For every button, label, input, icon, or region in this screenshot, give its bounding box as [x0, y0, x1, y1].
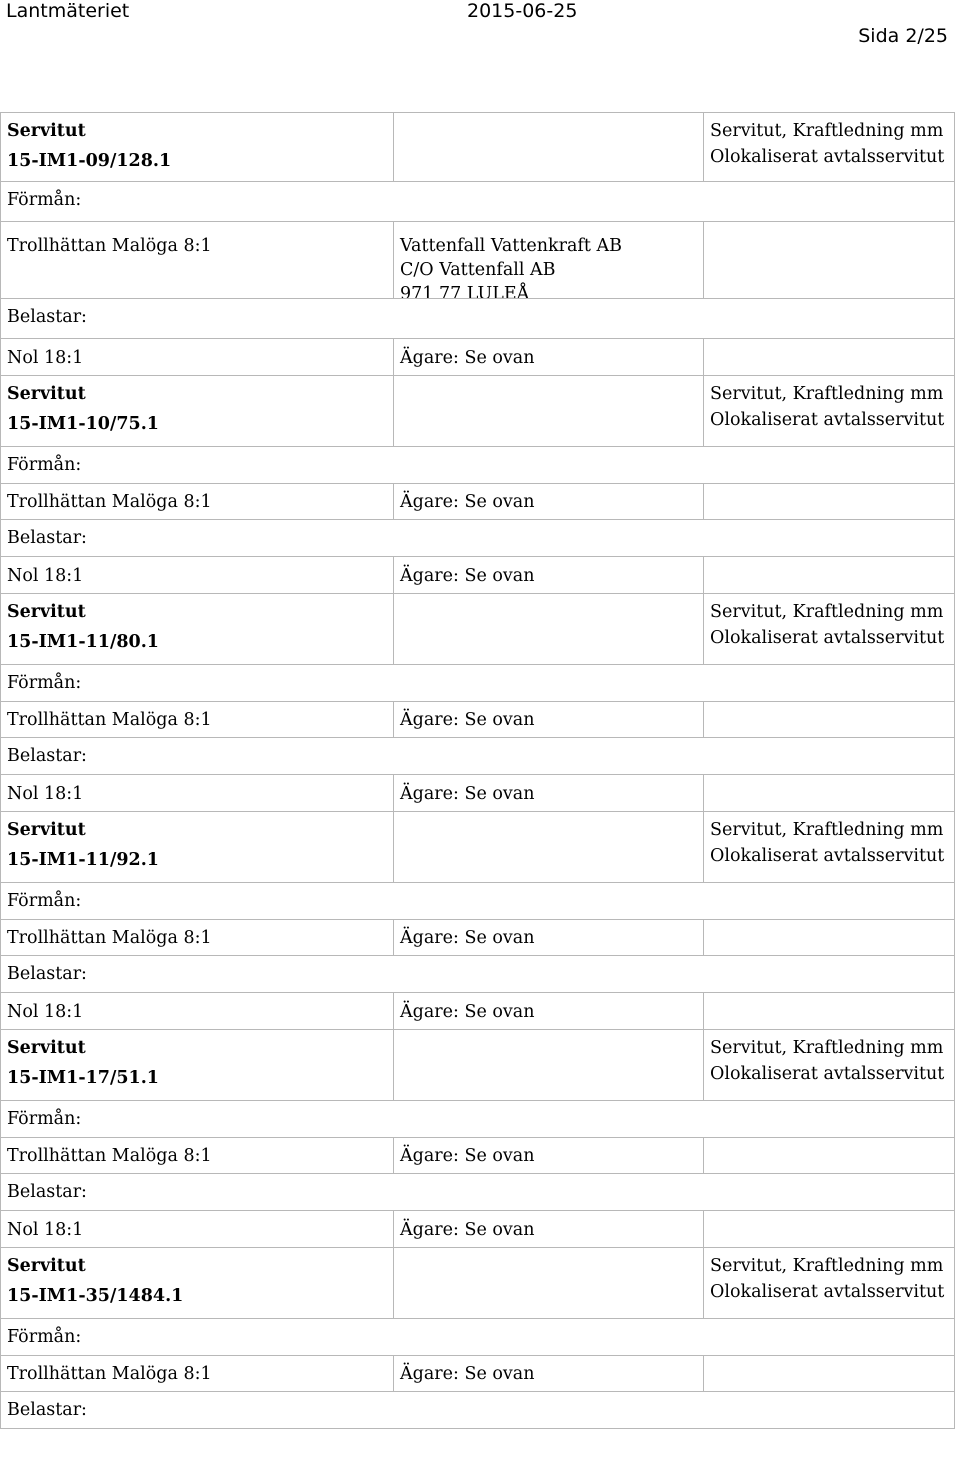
record-id: 15-IM1-10/75.1: [7, 414, 159, 434]
forman-owner: Ägare: Se ovan: [393, 1137, 704, 1174]
header-organization: Lantmäteriet: [6, 0, 130, 22]
forman-label: Förmån:: [0, 446, 955, 484]
record-id: 15-IM1-11/80.1: [7, 632, 159, 652]
servitut-record: [1, 376, 955, 594]
forman-owner-cell: [393, 221, 704, 299]
record-id-cell: [0, 593, 394, 665]
forman-property: Trollhättan Malöga 8:1: [0, 701, 394, 738]
forman-owner-line: C/O Vattenfall AB: [400, 260, 556, 280]
belastar-empty-cell: [703, 774, 955, 812]
belastar-label: Belastar:: [0, 737, 955, 775]
record-category-cell: [703, 112, 955, 182]
forman-empty-cell: [703, 1137, 955, 1174]
servitut-record: [1, 113, 955, 376]
record-subtype: Olokaliserat avtalsservitut: [710, 1064, 945, 1084]
belastar-empty-cell: [703, 338, 955, 376]
forman-label: Förmån:: [0, 664, 955, 702]
forman-owner: Ägare: Se ovan: [393, 1355, 704, 1392]
forman-empty-cell: [703, 483, 955, 520]
record-category: Servitut, Kraftledning mm: [710, 1038, 944, 1058]
record-category-cell: [703, 811, 955, 883]
forman-property: Trollhättan Malöga 8:1: [0, 483, 394, 520]
forman-property: Trollhättan Malöga 8:1: [0, 1137, 394, 1174]
belastar-owner: Ägare: Se ovan: [393, 1210, 704, 1248]
record-id-cell: [0, 112, 394, 182]
record-subtype: Olokaliserat avtalsservitut: [710, 410, 945, 430]
record-type: Servitut: [7, 820, 86, 840]
forman-property: Trollhättan Malöga 8:1: [0, 919, 394, 956]
forman-empty-cell: [703, 701, 955, 738]
record-category-cell: [703, 1029, 955, 1101]
record-category: Servitut, Kraftledning mm: [710, 384, 944, 404]
belastar-empty-cell: [703, 1210, 955, 1248]
record-type: Servitut: [7, 1038, 86, 1058]
record-category: Servitut, Kraftledning mm: [710, 1256, 944, 1276]
belastar-owner: Ägare: Se ovan: [393, 992, 704, 1030]
record-id-cell: [0, 1029, 394, 1101]
record-category-cell: [703, 375, 955, 447]
servitut-record: [1, 812, 955, 1030]
record-empty-cell: [393, 593, 704, 665]
forman-empty-cell: [703, 221, 955, 299]
record-category: Servitut, Kraftledning mm: [710, 602, 944, 622]
belastar-empty-cell: [703, 556, 955, 594]
belastar-property: Nol 18:1: [0, 338, 394, 376]
forman-owner: Ägare: Se ovan: [393, 919, 704, 956]
servitut-table: [1, 113, 955, 1429]
belastar-owner: Ägare: Se ovan: [393, 774, 704, 812]
forman-owner-line: 971 77 LULEÅ: [400, 284, 530, 299]
forman-empty-cell: [703, 919, 955, 956]
servitut-record: [1, 594, 955, 812]
record-category: Servitut, Kraftledning mm: [710, 121, 944, 141]
belastar-owner: Ägare: Se ovan: [393, 338, 704, 376]
record-subtype: Olokaliserat avtalsservitut: [710, 147, 945, 167]
belastar-label: Belastar:: [0, 298, 955, 339]
belastar-property: Nol 18:1: [0, 1210, 394, 1248]
belastar-label: Belastar:: [0, 955, 955, 993]
record-type: Servitut: [7, 121, 86, 141]
belastar-label: Belastar:: [0, 1173, 955, 1211]
belastar-owner: Ägare: Se ovan: [393, 556, 704, 594]
forman-label: Förmån:: [0, 1318, 955, 1356]
record-subtype: Olokaliserat avtalsservitut: [710, 1282, 945, 1302]
record-subtype: Olokaliserat avtalsservitut: [710, 846, 945, 866]
forman-property: Trollhättan Malöga 8:1: [0, 1355, 394, 1392]
record-empty-cell: [393, 1247, 704, 1319]
record-id-cell: [0, 811, 394, 883]
record-type: Servitut: [7, 384, 86, 404]
record-category-cell: [703, 1247, 955, 1319]
record-id-cell: [0, 1247, 394, 1319]
forman-property: Trollhättan Malöga 8:1: [0, 221, 394, 299]
belastar-empty-cell: [703, 992, 955, 1030]
forman-label: Förmån:: [0, 882, 955, 920]
record-id: 15-IM1-11/92.1: [7, 850, 159, 870]
forman-owner: Ägare: Se ovan: [393, 483, 704, 520]
record-empty-cell: [393, 112, 704, 182]
record-id: 15-IM1-09/128.1: [7, 151, 172, 171]
record-empty-cell: [393, 1029, 704, 1101]
servitut-record: [1, 1248, 955, 1429]
record-id: 15-IM1-35/1484.1: [7, 1286, 184, 1306]
forman-owner-line: Vattenfall Vattenkraft AB: [400, 236, 622, 256]
record-id: 15-IM1-17/51.1: [7, 1068, 159, 1088]
record-category-cell: [703, 593, 955, 665]
header-date: 2015-06-25: [467, 0, 578, 22]
record-id-cell: [0, 375, 394, 447]
forman-owner: Ägare: Se ovan: [393, 701, 704, 738]
belastar-property: Nol 18:1: [0, 774, 394, 812]
record-type: Servitut: [7, 602, 86, 622]
record-type: Servitut: [7, 1256, 86, 1276]
belastar-label: Belastar:: [0, 519, 955, 557]
belastar-property: Nol 18:1: [0, 556, 394, 594]
record-subtype: Olokaliserat avtalsservitut: [710, 628, 945, 648]
record-category: Servitut, Kraftledning mm: [710, 820, 944, 840]
record-empty-cell: [393, 811, 704, 883]
forman-empty-cell: [703, 1355, 955, 1392]
forman-label: Förmån:: [0, 181, 955, 222]
page-number: Sida 2/25: [858, 25, 948, 47]
forman-label: Förmån:: [0, 1100, 955, 1138]
servitut-record: [1, 1030, 955, 1248]
belastar-property: Nol 18:1: [0, 992, 394, 1030]
belastar-label: Belastar:: [0, 1391, 955, 1429]
record-empty-cell: [393, 375, 704, 447]
